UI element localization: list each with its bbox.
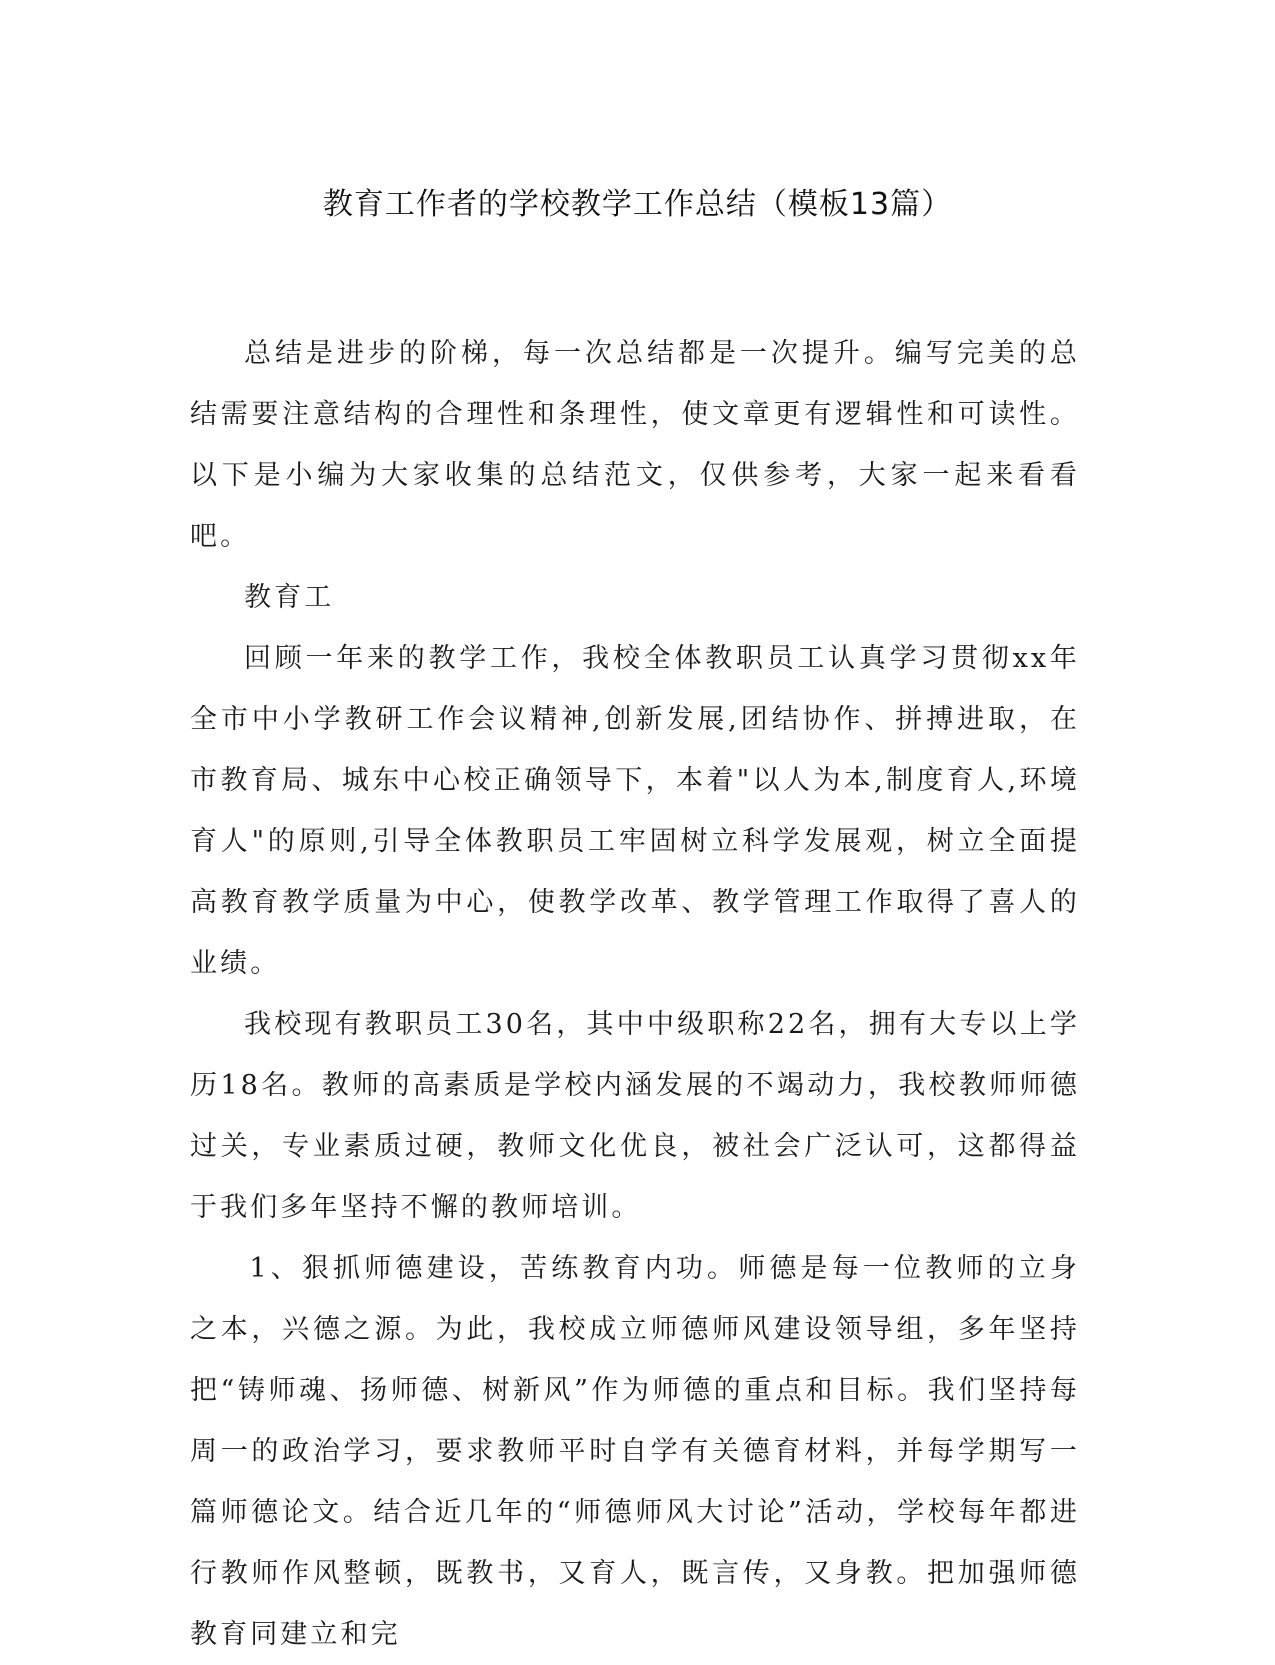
document-body	[190, 323, 1080, 1665]
section-heading: 教育工	[244, 582, 335, 613]
staff-paragraph: 我校现有教职员工30名，其中中级职称22名，拥有大专以上学历18名。教师的高素质是学校内涵发展的不竭动力，我校教师师德过关，专业素质过硬，教师文化优良，被社会广泛认可，这都得益于我们多年坚持不懈的教师培训。	[190, 1009, 1080, 1223]
intro-paragraph: 总结是进步的阶梯，每一次总结都是一次提升。编写完美的总结需要注意结构的合理性和条理性，使文章更有逻辑性和可读性。以下是小编为大家收集的总结范文，仅供参考，大家一起来看看吧。	[190, 338, 1080, 552]
ethics-paragraph: 1、狠抓师德建设，苦练教育内功。师德是每一位教师的立身之本，兴德之源。为此，我校成立师德师风建设领导组，多年坚持把“铸师魂、扬师德、树新风”作为师德的重点和目标。我们坚持每周一的政治学习，要求教师平时自学有关德育材料，并每学期写一篇师德论文。结合近几年的“师德师风大讨论”活动，学校每年都进行教师作风整顿，既教书，又育人，既言传，又身教。把加强师德教育同建立和完	[190, 1253, 1080, 1650]
document-title: 教育工作者的学校教学工作总结（模板13篇）	[322, 187, 953, 222]
review-paragraph: 回顾一年来的教学工作，我校全体教职员工认真学习贯彻xx年全市中小学教研工作会议精神,创新发展,团结协作、拼搏进取，在市教育局、城东中心校正确领导下，本着"以人为本,制度育人,环境育人"的原则,引导全体教职员工牢固树立科学发展观，树立全面提高教育教学质量为中心，使教学改革、教学管理工作取得了喜人的业绩。	[190, 643, 1080, 979]
